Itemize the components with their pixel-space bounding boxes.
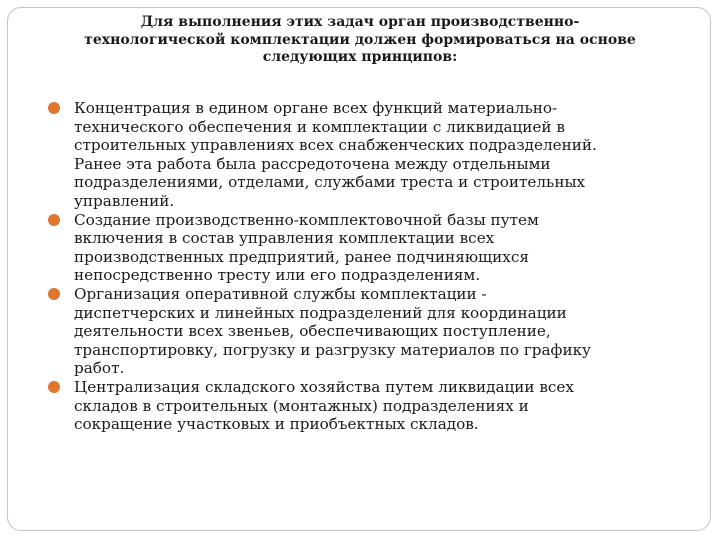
bullet-text-line: сокращение участковых и приобъектных складов. (74, 415, 479, 434)
bullet-text-line: работ. (74, 359, 125, 378)
bullet-dot-icon (48, 214, 60, 226)
bullet-text-line: непосредственно тресту или его подразделениям. (74, 266, 481, 285)
bullet-text-line: деятельности всех звеньев, обеспечивающих поступление, (74, 322, 551, 341)
bullet-text-line: управлений. (74, 191, 175, 210)
title-line: технологической комплектации должен формироваться на основе (84, 31, 636, 48)
title-line: Для выполнения этих задач орган производственно- (140, 14, 580, 30)
bullet-text-line: Создание производственно-комплектовочной базы путем (74, 210, 539, 229)
list-item (48, 99, 688, 211)
title-line: следующих принципов: (262, 49, 458, 65)
bullet-text-line: транспортировку, погрузку и разгрузку материалов по графику (74, 340, 591, 359)
bullet-text-line: включения в состав управления комплектации всех (74, 229, 495, 248)
bullet-text-line: складов в строительных (монтажных) подразделениях и (74, 396, 529, 415)
bullet-text-line: диспетчерских и линейных подразделений для координации (74, 303, 567, 322)
list-item (48, 378, 688, 434)
bullet-text-line: технического обеспечения и комплектации с ликвидацией в (74, 117, 565, 136)
principles-list (48, 99, 688, 434)
bullet-dot-icon (48, 288, 60, 300)
bullet-text-line: Централизация складского хозяйства путем ликвидации всех (74, 377, 574, 396)
bullet-dot-icon (48, 102, 60, 114)
slide-title (60, 14, 660, 67)
bullet-text-line: Концентрация в едином органе всех функций материально- (74, 99, 558, 117)
bullet-text-line: производственных предприятий, ранее подчиняющихся (74, 247, 529, 266)
list-item (48, 211, 688, 285)
bullet-text-line: Организация оперативной службы комплектации - (74, 284, 487, 303)
bullet-text-line: Ранее эта работа была рассредоточена между отдельными (74, 154, 551, 173)
bullet-text-line: подразделениями, отделами, службами треста и строительных (74, 173, 586, 192)
bullet-dot-icon (48, 381, 60, 393)
bullet-text-line: строительных управлениях всех снабженческих подразделений. (74, 136, 597, 155)
list-item (48, 285, 688, 378)
